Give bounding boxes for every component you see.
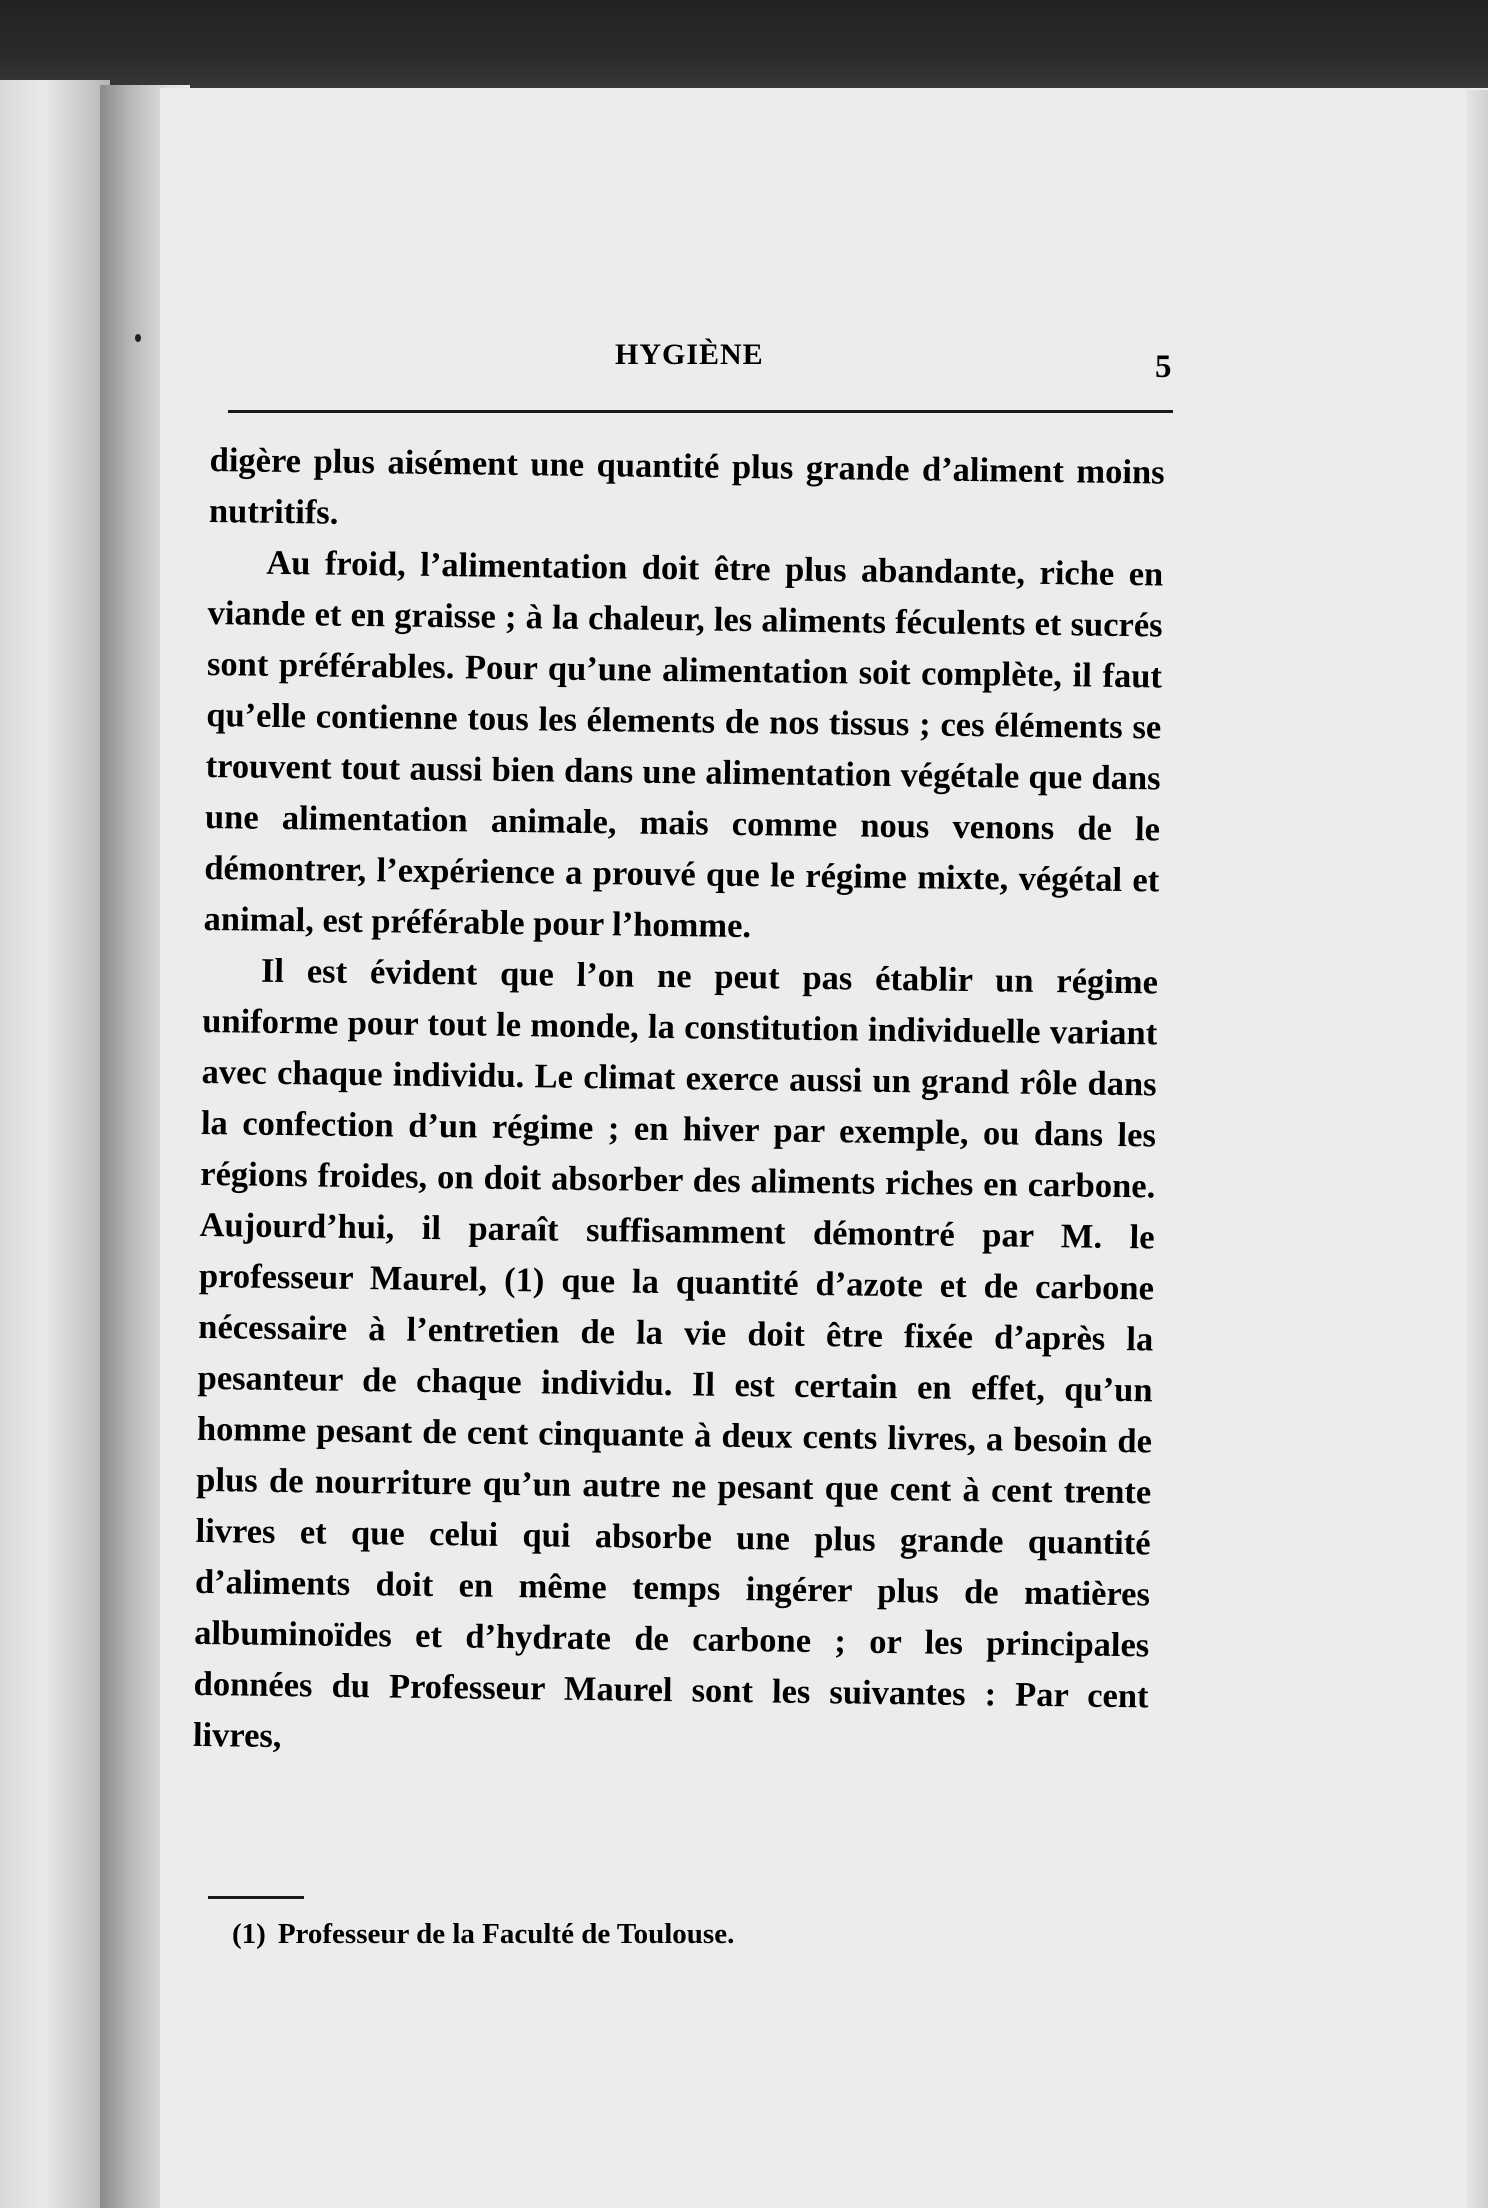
body-text — [193, 435, 1165, 1773]
footnote-marker: (1) — [232, 1918, 266, 1950]
footnote-rule — [208, 1896, 304, 1899]
footnote — [232, 1918, 734, 1951]
paragraph: Il est évident que l’on ne peut pas établir un régime uniforme pour tout le monde, la constitution individuelle variant avec chaque individu. Le climat exerce aussi un grand rôle dans la confection d’un régime ; en hiver par exemple, ou dans les régions froides, on doit absorber des aliments riches en carbone. Aujourd’hui, il paraît suffisamment démontré par M. le professeur Maurel, (1) que la quantité d’azote et de carbone nécessaire à l’entretien de la vie doit être fixée d’après la pesanteur de chaque individu. Il est certain en effet, qu’un homme pesant de cent cinquante à deux cents livres, a besoin de plus de nourriture qu’un autre ne pesant que cent à cent trente livres et que celui qui absorbe une plus grande quantité d’aliments doit en même temps ingérer plus de matières albuminoïdes et d’hydrate de carbone ; or les principales données du Professeur Maurel sont les suivantes : Par cent livres, — [192, 951, 1159, 1756]
paragraph: Au froid, l’alimentation doit être plus abandante, riche en viande et en graisse ; à la chaleur, les aliments féculents et sucrés sont préférables. Pour qu’une alimentation soit complète, il faut qu’elle contienne tous les élements de nos tissus ; ces éléments se trouvent tout aussi bien dans une alimentation végétale que dans une alimentation animale, mais comme nous venons de le démontrer, l’expérience a prouvé que le régime mixte, végétal et animal, est préférable pour l’homme. — [203, 543, 1164, 946]
footnote-text: Professeur de la Faculté de Toulouse. — [277, 1918, 735, 1950]
facing-page-edge — [0, 80, 110, 2208]
page-number: 5 — [1155, 349, 1172, 385]
scan-top-border — [0, 0, 1488, 95]
page-right-edge — [1466, 90, 1488, 2208]
paragraph-continued: digère plus aisément une quantité plus grande d’aliment moins nutritifs. — [208, 440, 1165, 532]
header-rule — [228, 410, 1173, 413]
ink-speck — [135, 334, 141, 342]
running-head: HYGIÈNE — [615, 338, 764, 371]
